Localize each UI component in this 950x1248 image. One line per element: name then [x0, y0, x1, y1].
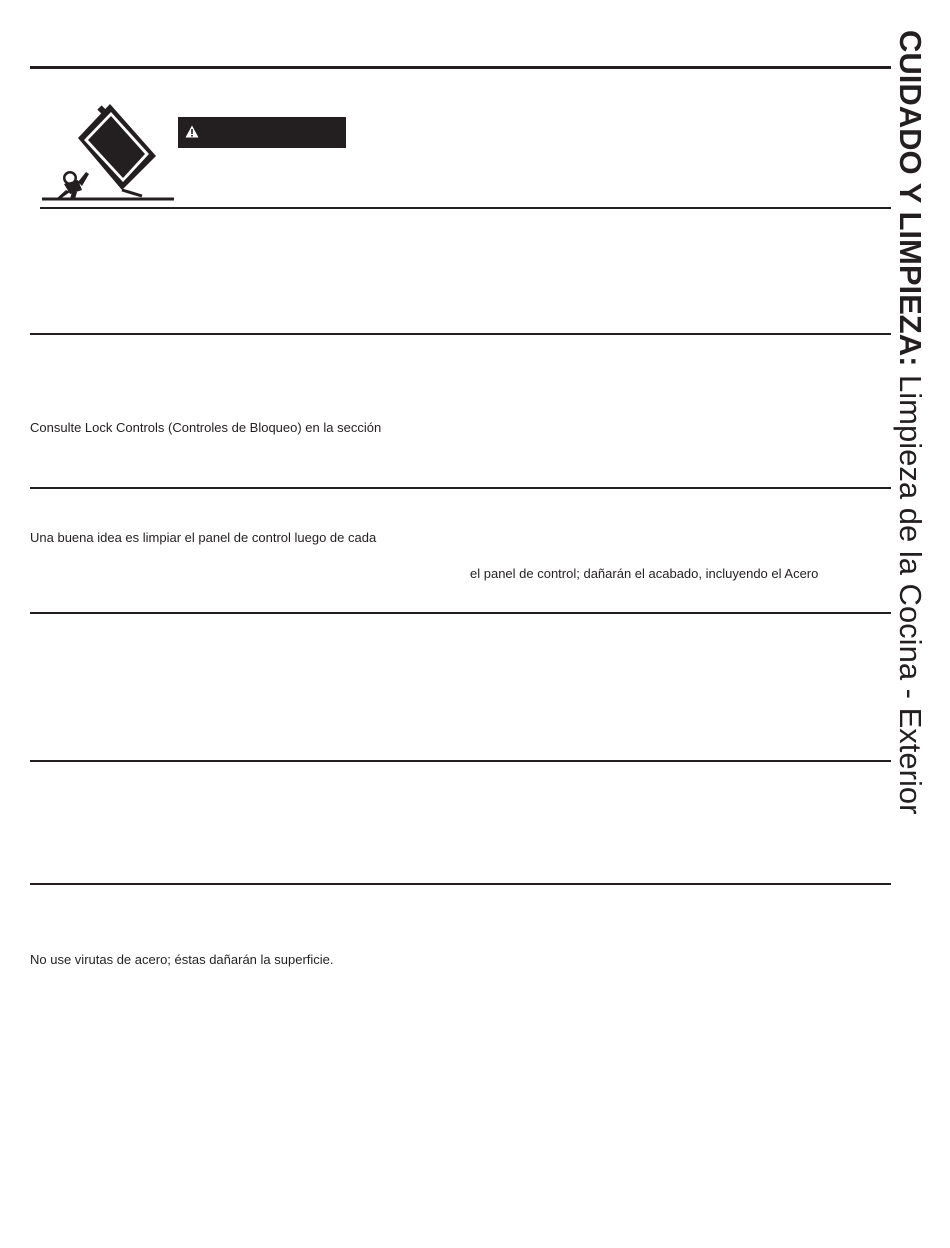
- section-divider: [30, 612, 891, 614]
- section-divider: [30, 883, 891, 885]
- sidebar-title-bold: CUIDADO Y LIMPIEZA:: [893, 30, 928, 367]
- warning-triangle-icon: [185, 125, 199, 138]
- steel-wool-text: No use virutas de acero; éstas dañarán la superficie.: [30, 952, 334, 967]
- sidebar-section-title: [892, 30, 928, 880]
- section-divider: [40, 207, 891, 209]
- control-panel-text: Una buena idea es limpiar el panel de control luego de cada: [30, 530, 377, 545]
- section-divider: [30, 760, 891, 762]
- warning-label: [178, 117, 346, 148]
- section-divider: [30, 333, 891, 335]
- section-divider: [30, 487, 891, 489]
- sidebar-title-regular: Limpieza de la Cocina - Exterior: [893, 366, 928, 815]
- lock-controls-text: Consulte Lock Controls (Controles de Bloqueo) en la sección: [30, 420, 382, 435]
- top-rule: [30, 66, 891, 69]
- control-panel-warning-text: el panel de control; dañarán el acabado, incluyendo el Acero: [470, 566, 819, 581]
- tip-over-hazard-illustration: [26, 100, 176, 204]
